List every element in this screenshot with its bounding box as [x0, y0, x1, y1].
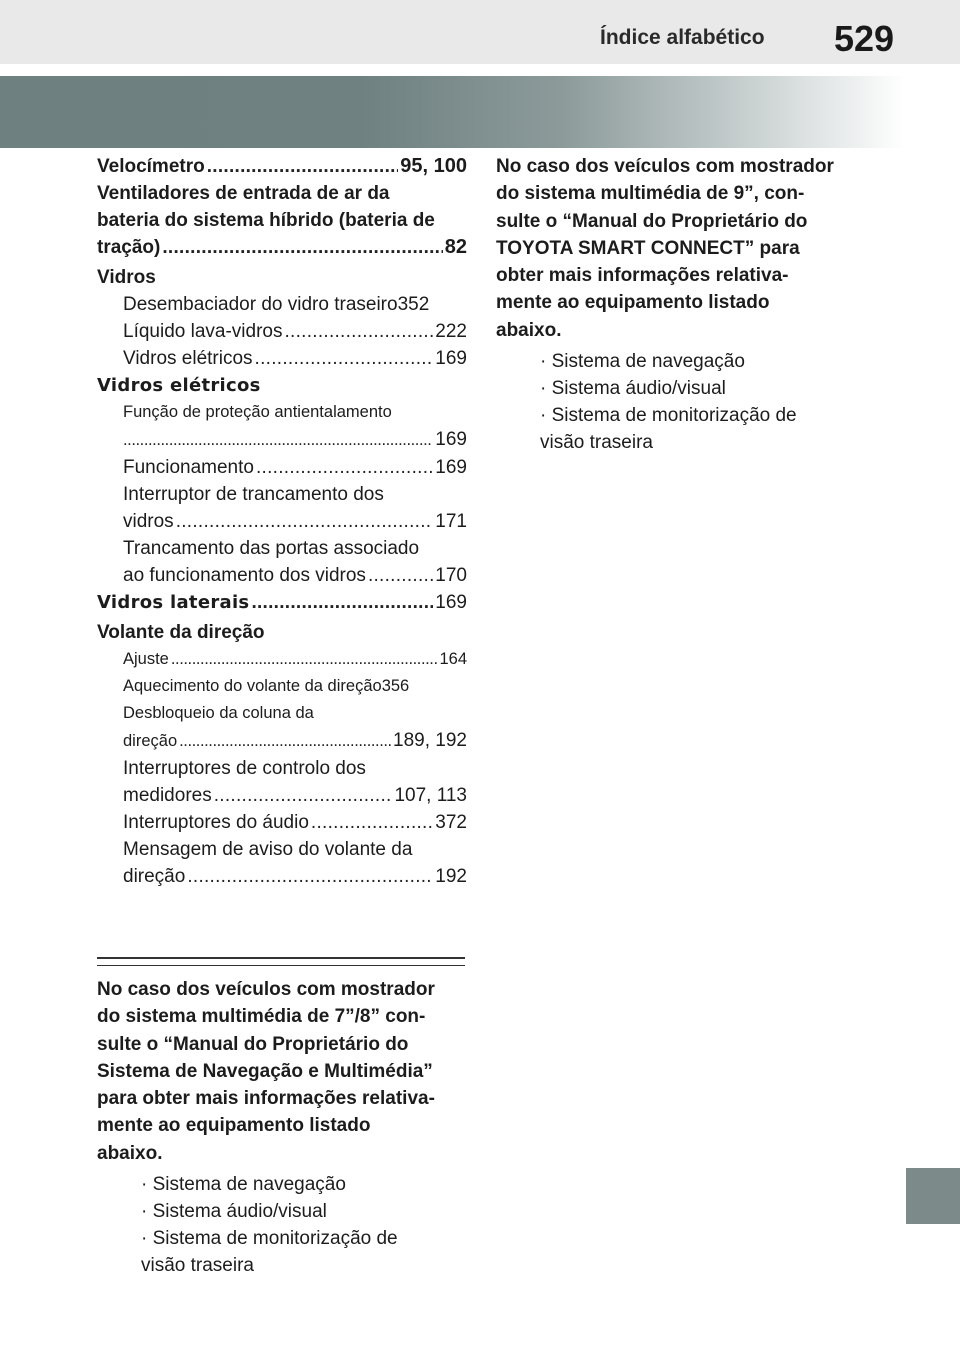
note-line: abaixo.: [496, 319, 562, 341]
entry-line: Interruptor de trancamento dos: [123, 484, 384, 505]
note-line: mente ao equipamento listado: [496, 292, 770, 314]
leader-dots: [311, 809, 433, 836]
index-subentry[interactable]: [97, 426, 467, 454]
leader-dots: [207, 153, 399, 180]
note-line: No caso dos veículos com mostrador: [97, 979, 435, 1000]
entry-label: Velocímetro: [97, 156, 205, 177]
leader-dots: [251, 589, 433, 616]
bullet-item: · Sistema áudio/visual: [540, 378, 726, 400]
index-subentry[interactable]: [97, 863, 467, 890]
leader-dots: [284, 318, 433, 345]
section-title: Índice alfabético: [600, 26, 765, 49]
entry-pages: 107, 113: [394, 785, 467, 806]
entry-label: tração): [97, 237, 161, 258]
entry-pages: 169: [435, 429, 467, 450]
index-subentry[interactable]: [97, 562, 467, 589]
entry-pages: 164: [439, 650, 467, 668]
entry-label: direção: [123, 732, 178, 750]
entry-pages: 352: [397, 294, 430, 315]
bullet-item: · Sistema de navegação: [540, 351, 745, 373]
leader-dots: [171, 646, 438, 673]
note-line: obter mais informações relativa-: [496, 265, 789, 287]
index-heading-volante: Volante da direção: [97, 622, 265, 643]
leader-dots: [162, 234, 442, 261]
index-subentry[interactable]: [97, 291, 467, 318]
leader-dots: [368, 562, 433, 589]
entry-pages: 192: [435, 866, 467, 887]
entry-label: Aquecimento do volante da direção: [123, 677, 382, 695]
note-line: abaixo.: [97, 1142, 163, 1164]
index-subentry[interactable]: [97, 673, 467, 700]
entry-label: Vidros elétricos: [123, 348, 253, 369]
index-subentry[interactable]: [97, 646, 467, 673]
multimedia-note-9: [496, 153, 876, 456]
section-divider: [97, 957, 465, 966]
page-number: 529: [834, 18, 895, 59]
note-line: No caso dos veículos com mostrador: [496, 156, 834, 177]
entry-pages: 170: [435, 565, 467, 586]
entry-label: direção: [123, 866, 186, 887]
note-line: do sistema multimédia de 9”, con-: [496, 183, 805, 205]
entry-label: vidros: [123, 511, 174, 532]
index-entry-ventiladores[interactable]: [97, 234, 467, 261]
entry-pages: 95, 100: [400, 155, 467, 177]
note-line: sulte o “Manual do Proprietário do: [496, 210, 808, 232]
index-heading-vidros: Vidros: [97, 267, 156, 288]
note-line: TOYOTA SMART CONNECT” para: [496, 237, 800, 259]
entry-pages: 82: [444, 236, 467, 258]
entry-pages: 169: [435, 348, 467, 369]
index-subentry[interactable]: [97, 345, 467, 372]
entry-line: Desbloqueio da coluna da: [123, 704, 314, 722]
entry-label: medidores: [123, 785, 212, 806]
note-line: mente ao equipamento listado: [97, 1115, 371, 1137]
bullet-item: · Sistema de navegação: [141, 1174, 346, 1196]
leader-dots: [256, 454, 433, 481]
leader-dots: [179, 728, 391, 755]
leader-dots: [123, 427, 433, 454]
entry-pages: 169: [435, 592, 467, 613]
section-tab-marker: [906, 1168, 960, 1224]
index-entry-velocimetro[interactable]: [97, 153, 467, 180]
entry-line: bateria do sistema híbrido (bateria de: [97, 210, 435, 231]
entry-pages: 189, 192: [393, 730, 467, 751]
note-line: sulte o “Manual do Proprietário do: [97, 1033, 409, 1055]
entry-label: Vidros laterais: [97, 592, 250, 613]
entry-line: Função de proteção antientalamento: [123, 403, 392, 421]
index-entry-vidros-laterais[interactable]: [97, 589, 467, 616]
entry-label: Interruptores do áudio: [123, 812, 309, 833]
index-subentry[interactable]: [97, 454, 467, 481]
entry-pages: 171: [435, 511, 467, 532]
entry-line: Trancamento das portas associado: [123, 538, 420, 559]
note-line: do sistema multimédia de 7”/8” con-: [97, 1006, 426, 1028]
entry-pages: 356: [381, 677, 410, 695]
leader-dots: [187, 863, 433, 890]
index-subentry[interactable]: [97, 782, 467, 809]
index-subentry[interactable]: [97, 809, 467, 836]
entry-pages: 169: [435, 457, 467, 478]
index-subentry[interactable]: [97, 508, 467, 535]
note-line: para obter mais informações relativa-: [97, 1088, 435, 1110]
index-subentry[interactable]: [97, 727, 467, 755]
entry-line: Interruptores de controlo dos: [123, 758, 366, 779]
bullet-item-continuation: visão traseira: [540, 432, 653, 454]
bullet-item: · Sistema de monitorização de: [540, 405, 797, 427]
entry-label: Desembaciador do vidro traseiro: [123, 294, 398, 315]
header-banner: [0, 76, 905, 148]
leader-dots: [214, 782, 393, 809]
entry-pages: 372: [435, 812, 467, 833]
entry-label: Ajuste: [123, 650, 169, 668]
note-line: Sistema de Navegação e Multimédia”: [97, 1060, 433, 1082]
leader-dots: [255, 345, 434, 372]
index-subentry[interactable]: [97, 318, 467, 345]
entry-label: Líquido lava-vidros: [123, 321, 283, 342]
leader-dots: [176, 508, 434, 535]
bullet-item: · Sistema áudio/visual: [141, 1201, 327, 1223]
index-column-left: [97, 153, 467, 890]
entry-line: Mensagem de aviso do volante da: [123, 839, 413, 860]
entry-pages: 222: [435, 321, 467, 342]
entry-line: Ventiladores de entrada de ar da: [97, 183, 390, 204]
header-strip: [0, 0, 960, 64]
bullet-item: · Sistema de monitorização de: [141, 1228, 398, 1250]
index-heading-vidros-eletricos: Vidros elétricos: [97, 375, 261, 396]
bullet-item-continuation: visão traseira: [141, 1255, 254, 1277]
entry-label: Funcionamento: [123, 457, 254, 478]
entry-label: ao funcionamento dos vidros: [123, 565, 366, 586]
multimedia-note-7-8: [97, 976, 469, 1279]
